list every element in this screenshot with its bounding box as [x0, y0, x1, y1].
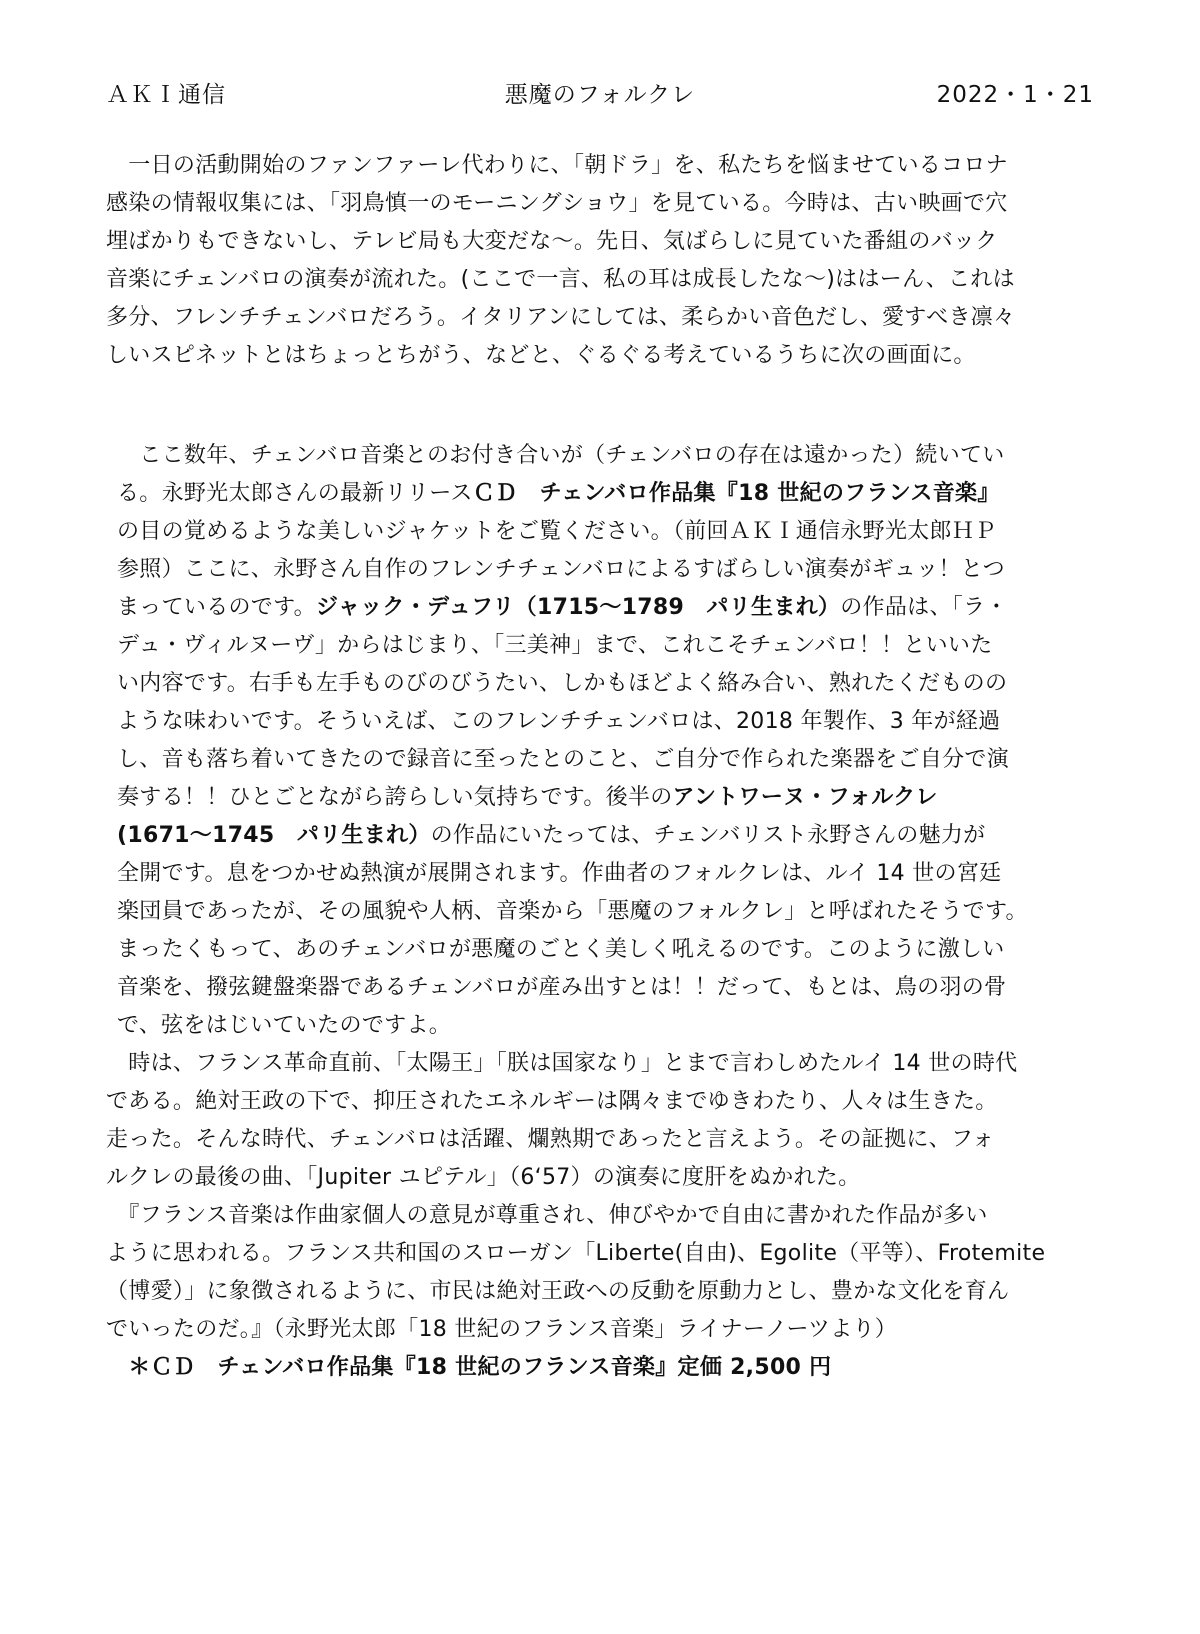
text-line: 感染の情報収集には、「羽鳥慎一のモーニングショウ」を見ている。今時は、古い映画で穴	[106, 191, 1008, 216]
text-line: である。絶対王政の下で、抑圧されたエネルギーは隅々までゆきわたり、人々は生きた。	[106, 1089, 998, 1114]
composer-dates-bold: (1671～1745 パリ生まれ）	[117, 823, 431, 848]
text-line: 参照）ここに、永野さん自作のフレンチチェンバロによるすばらしい演奏がギュッ！とつ	[117, 557, 1005, 582]
text-line: まったくもって、あのチェンバロが悪魔のごとく美しく吼えるのです。このように激しい	[117, 937, 1005, 962]
article-date: 2022・1・21	[936, 82, 1094, 108]
text-line: ような味わいです。そういえば、このフレンチチェンバロは、2018 年製作、3 年が経過	[117, 709, 1001, 734]
text-line: で、弦をはじいていたのですよ。	[117, 1013, 452, 1038]
text-line: まっているのです。ジャック・デュフリ（1715～1789 パリ生まれ）の作品は、「ラ・	[117, 595, 1008, 620]
text-line: し、音も落ち着いてきたので録音に至ったとのこと、ご自分で作られた楽器をご自分で演	[117, 747, 1010, 772]
text-line: 埋ばかりもできないし、テレビ局も大変だな～。先日、気ばらしに見ていた番組のバック	[106, 229, 998, 254]
text-line: ルクレの最後の曲、「Jupiter ユピテル」（6‘57）の演奏に度肝をぬかれた。	[106, 1165, 861, 1190]
text-line: 多分、フレンチチェンバロだろう。イタリアンにしては、柔らかい音色だし、愛すべき凛々	[106, 305, 1016, 330]
text-line: (1671～1745 パリ生まれ）の作品にいたっては、チェンバリスト永野さんの魅力が	[117, 823, 986, 848]
text-line: 全開です。息をつかせぬ熱演が展開されます。作曲者のフォルクレは、ルイ 14 世の宮廷	[117, 861, 1002, 886]
text-line: 一日の活動開始のファンファーレ代わりに、「朝ドラ」を、私たちを悩ませているコロナ	[106, 153, 1008, 178]
composer-forqueray-bold: アントワーヌ・フォルクレ	[672, 785, 938, 810]
cd-price-note: ＊ＣＤ チェンバロ作品集『18 世紀のフランス音楽』定価 2,500 円	[106, 1355, 832, 1380]
text-line: デュ・ヴィルヌーヴ」からはじまり、「三美神」まで、これこそチェンバロ！！といいた	[117, 633, 993, 658]
text-line: 時は、フランス革命直前、「太陽王」「朕は国家なり」とまで言わしめたルイ 14 世の時代	[106, 1051, 1018, 1076]
cd-title-bold: ＣＤ チェンバロ作品集『18 世紀のフランス音楽』	[472, 481, 1000, 506]
text-line: ここ数年、チェンバロ音楽とのお付き合いが（チェンバロの存在は遠かった）続いてい	[117, 443, 1005, 468]
text-line: 『フランス音楽は作曲家個人の意見が尊重され、伸びやかで自由に書かれた作品が多い	[106, 1203, 988, 1228]
text-line: 楽団員であったが、その風貌や人柄、音楽から「悪魔のフォルクレ」と呼ばれたそうです。	[117, 899, 1028, 924]
text-line: 走った。そんな時代、チェンバロは活躍、爛熟期であったと言えよう。その証拠に、フォ	[106, 1127, 995, 1152]
text-line: しいスピネットとはちょっとちがう、などと、ぐるぐる考えているうちに次の画面に。	[106, 343, 976, 368]
text-line: の目の覚めるような美しいジャケットをご覧ください。（前回ＡＫＩ通信永野光太郎ＨＰ	[117, 519, 997, 544]
text-line: 音楽にチェンバロの演奏が流れた。(ここで一言、私の耳は成長したな～)ははーん、これは	[106, 267, 1015, 292]
text-line: 奏する！！ひとごとながら誇らしい気持ちです。後半のアントワーヌ・フォルクレ	[117, 785, 938, 810]
text-line: でいったのだ。』（永野光太郎「18 世紀のフランス音楽」ライナーノーツより）	[106, 1317, 898, 1342]
composer-dufly-bold: ジャック・デュフリ（1715～1789 パリ生まれ）	[315, 595, 841, 620]
newsletter-name: ＡＫＩ通信	[106, 82, 226, 108]
text-line: ように思われる。フランス共和国のスローガン「Liberte(自由)、Egolite（平等）、Frotemite	[106, 1241, 1046, 1266]
text-line: る。永野光太郎さんの最新リリースＣＤ チェンバロ作品集『18 世紀のフランス音楽』	[117, 481, 1000, 506]
text-line: い内容です。右手も左手ものびのびうたい、しかもほどよく絡み合い、熟れたくだものの	[117, 671, 1008, 696]
text-line: （博愛）」に象徴されるように、市民は絶対王政への反動を原動力とし、豊かな文化を育ん	[106, 1279, 1010, 1304]
article-title: 悪魔のフォルクレ	[504, 82, 696, 108]
document-header	[0, 76, 1200, 116]
text-line: 音楽を、撥弦鍵盤楽器であるチェンバロが産み出すとは！！だって、もとは、鳥の羽の骨	[117, 975, 1007, 1000]
